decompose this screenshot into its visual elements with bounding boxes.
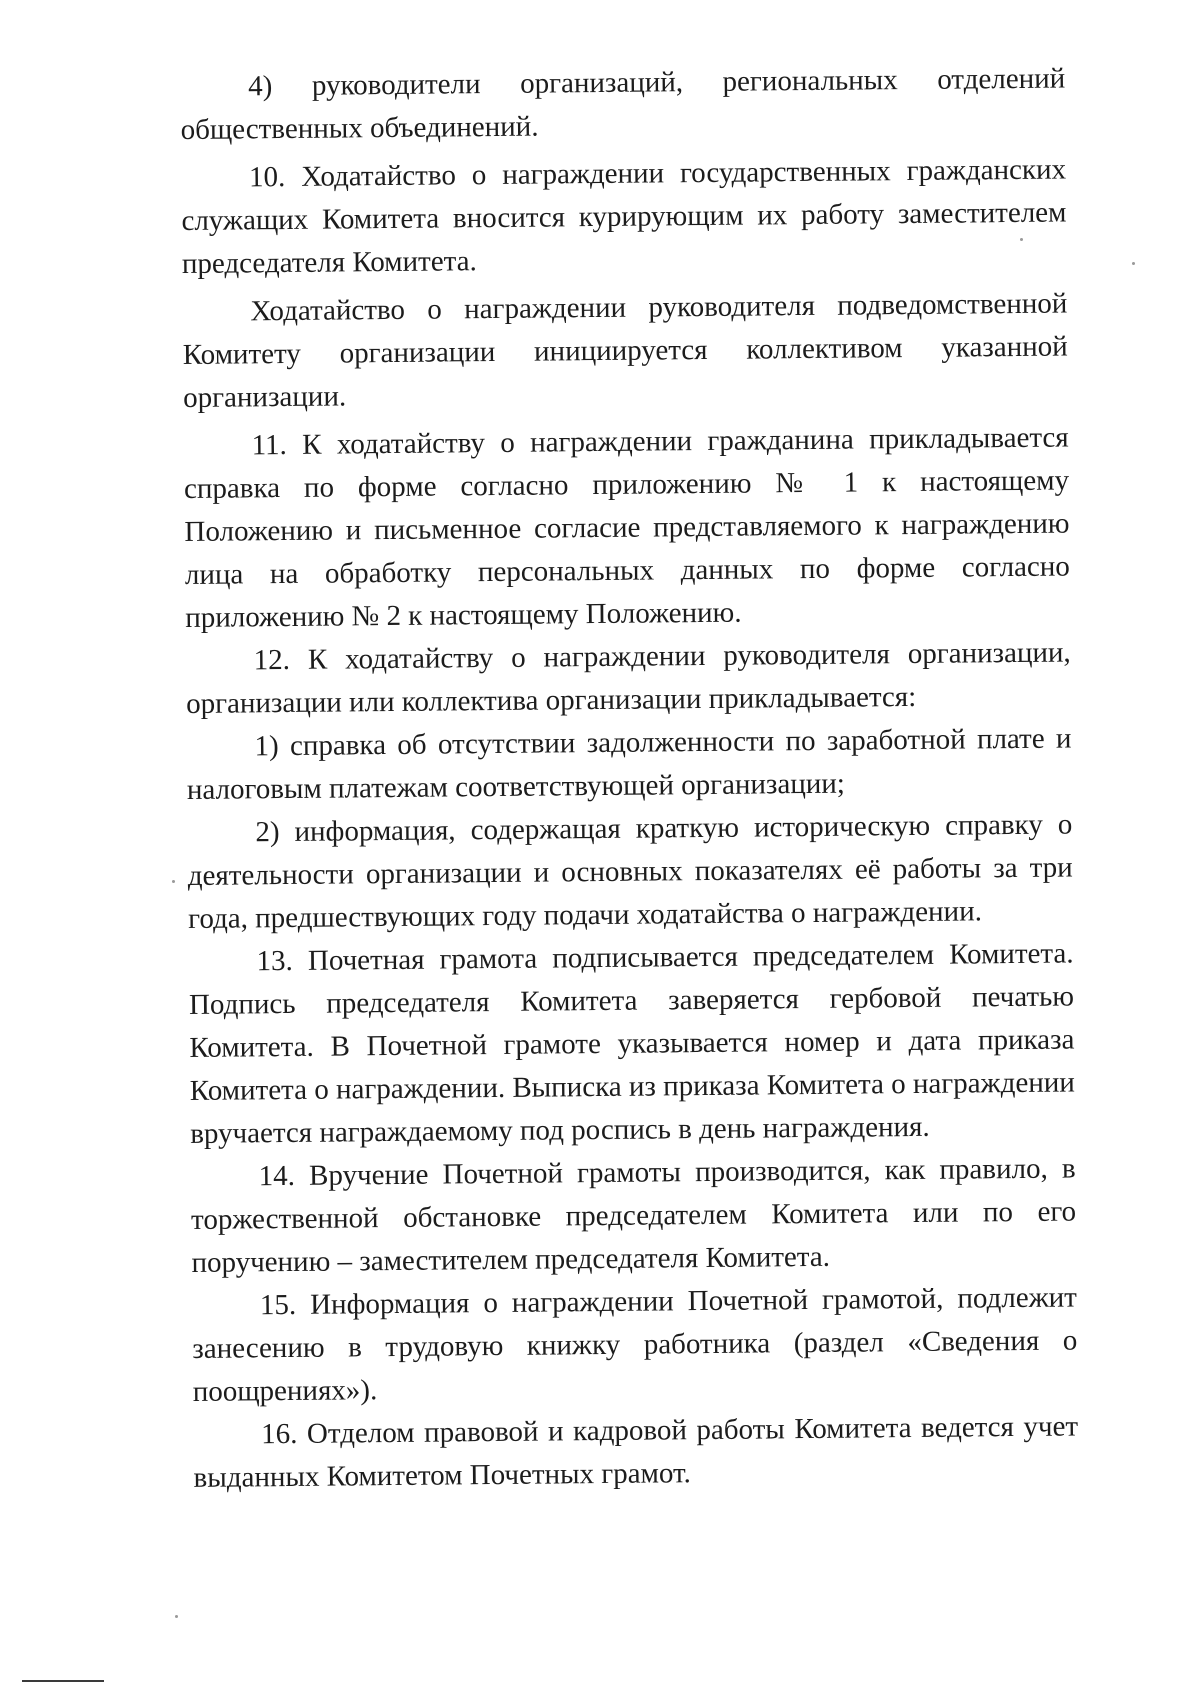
paragraph-15: 15. Информация о награждении Почетной грамотой, подлежит занесению в трудовую книжку работника (раздел «Сведения о поощрениях»). xyxy=(192,1281,1078,1408)
paragraph-16: 16. Отделом правовой и кадровой работы Комитета ведется учет выданных Комитетом Почетных грамот. xyxy=(193,1410,1079,1494)
scan-speck xyxy=(175,1615,178,1618)
scan-speck xyxy=(172,880,175,883)
paragraph-12: 12. К ходатайству о награждении руководителя организации, организации или коллектива организации прикладывается: xyxy=(185,636,1071,720)
paragraph-12-item-1: 1) справка об отсутствии задолженности по заработной плате и налоговым платежам соответствующей организации; xyxy=(186,722,1072,806)
scan-speck xyxy=(1132,262,1135,265)
paragraph-10-continued: Ходатайство о награждении руководителя подведомственной Комитету организации инициируется коллективом указанной организации. xyxy=(182,287,1068,414)
scan-speck xyxy=(1020,238,1023,241)
paragraph-11: 11. К ходатайству о награждении гражданина прикладывается справка по форме согласно приложению № 1 к настоящему Положению и письменное согласие представляемого к награждению лица на обработку персональных данных по форме согласно приложению № 2 к настоящему Положению. xyxy=(183,421,1070,634)
paragraph-13: 13. Почетная грамота подписывается председателем Комитета. Подпись председателя Комитета заверяется гербовой печатью Комитета. В Почетной грамоте указывается номер и дата приказа Комитета о награждении. Выписка из приказа Комитета о награждении вручается награждаемому под роспись в день награждения. xyxy=(188,937,1075,1150)
paragraph-10: 10. Ходатайство о награждении государственных гражданских служащих Комитета вносится курирующим их работу заместителем председателя Комитета. xyxy=(181,153,1067,280)
paragraph-item-4: 4) руководители организаций, региональных отделений общественных объединений. xyxy=(180,62,1066,146)
scan-line-mark xyxy=(22,1680,104,1682)
paragraph-14: 14. Вручение Почетной грамоты производится, как правило, в торжественной обстановке председателем Комитета или по его поручению – заместителем председателя Комитета. xyxy=(190,1152,1077,1279)
paragraph-12-item-2: 2) информация, содержащая краткую историческую справку о деятельности организации и основных показателях её работы за три года, предшествующих году подачи ходатайства о награждении. xyxy=(187,808,1073,935)
document-body xyxy=(180,58,1079,1500)
